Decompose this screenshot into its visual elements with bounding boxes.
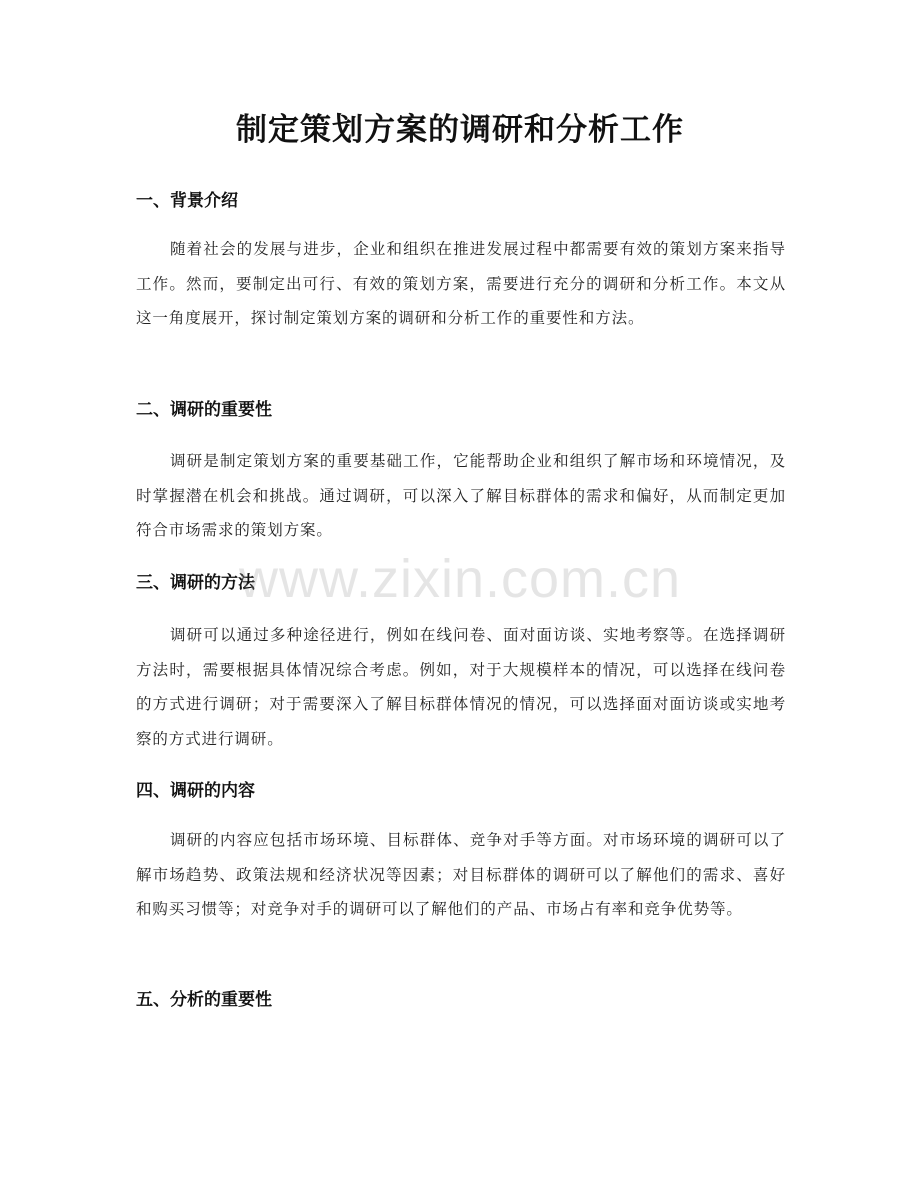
section-paragraph-research-content: 调研的内容应包括市场环境、目标群体、竞争对手等方面。对市场环境的调研可以了解市场趋势、政策法规和经济状况等因素；对目标群体的调研可以了解他们的需求、喜好和购买习惯等；对竞争对手的调研可以了解他们的产品、市场占有率和竞争优势等。 <box>136 831 786 919</box>
section-heading-importance-of-analysis: 五、分析的重要性 <box>136 990 272 1010</box>
section-heading-background: 一、背景介绍 <box>136 191 238 211</box>
section-paragraph-research-methods: 调研可以通过多种途径进行，例如在线问卷、面对面访谈、实地考察等。在选择调研方法时，需要根据具体情况综合考虑。例如，对于大规模样本的情况，可以选择在线问卷的方式进行调研；对于需要深入了解目标群体情况的情况，可以选择面对面访谈或实地考察的方式进行调研。 <box>136 626 786 748</box>
section-heading-importance-of-research: 二、调研的重要性 <box>136 400 272 420</box>
page-title: 制定策划方案的调研和分析工作 <box>236 112 684 148</box>
section-heading-research-content: 四、调研的内容 <box>136 781 255 801</box>
section-heading-research-methods: 三、调研的方法 <box>136 573 255 593</box>
watermark: www.zixin.com.cn <box>238 549 682 609</box>
section-paragraph-background: 随着社会的发展与进步，企业和组织在推进发展过程中都需要有效的策划方案来指导工作。然而，要制定出可行、有效的策划方案，需要进行充分的调研和分析工作。本文从这一角度展开，探讨制定策划方案的调研和分析工作的重要性和方法。 <box>136 240 786 328</box>
section-paragraph-importance-of-research: 调研是制定策划方案的重要基础工作，它能帮助企业和组织了解市场和环境情况，及时掌握潜在机会和挑战。通过调研，可以深入了解目标群体的需求和偏好，从而制定更加符合市场需求的策划方案。 <box>136 452 786 540</box>
